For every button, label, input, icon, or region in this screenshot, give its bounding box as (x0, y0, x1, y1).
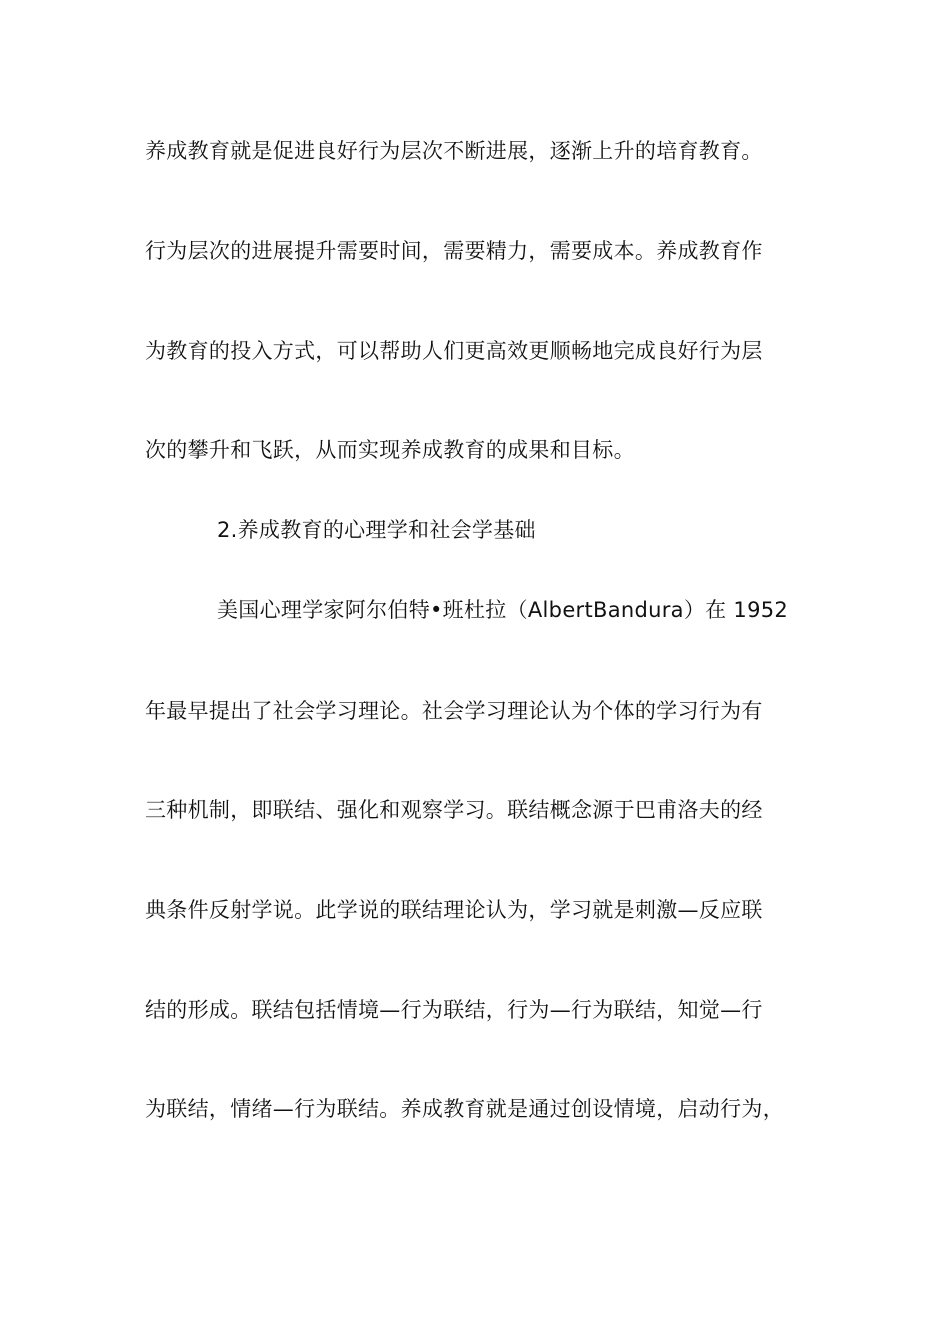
section-heading: 2.养成教育的心理学和社会学基础 (217, 518, 536, 542)
paragraph-line: 为联结，情绪—行为联结。养成教育就是通过创设情境，启动行为， (145, 1097, 784, 1121)
paragraph-line: 行为层次的进展提升需要时间，需要精力，需要成本。养成教育作 (145, 239, 763, 263)
paragraph-line: 养成教育就是促进良好行为层次不断进展，逐渐上升的培育教育。 (145, 139, 763, 163)
paragraph-line: 次的攀升和飞跃，从而实现养成教育的成果和目标。 (145, 438, 635, 462)
paragraph-line: 结的形成。联结包括情境—行为联结，行为—行为联结，知觉—行 (145, 998, 763, 1022)
paragraph-line: 为教育的投入方式，可以帮助人们更高效更顺畅地完成良好行为层 (145, 339, 763, 363)
paragraph-line: 年最早提出了社会学习理论。社会学习理论认为个体的学习行为有 (145, 699, 763, 723)
paragraph-line: 三种机制，即联结、强化和观察学习。联结概念源于巴甫洛夫的经 (145, 798, 763, 822)
paragraph-line: 典条件反射学说。此学说的联结理论认为，学习就是刺激—反应联 (145, 898, 763, 922)
paragraph-line: 美国心理学家阿尔伯特•班杜拉（AlbertBandura）在 1952 (217, 598, 789, 622)
